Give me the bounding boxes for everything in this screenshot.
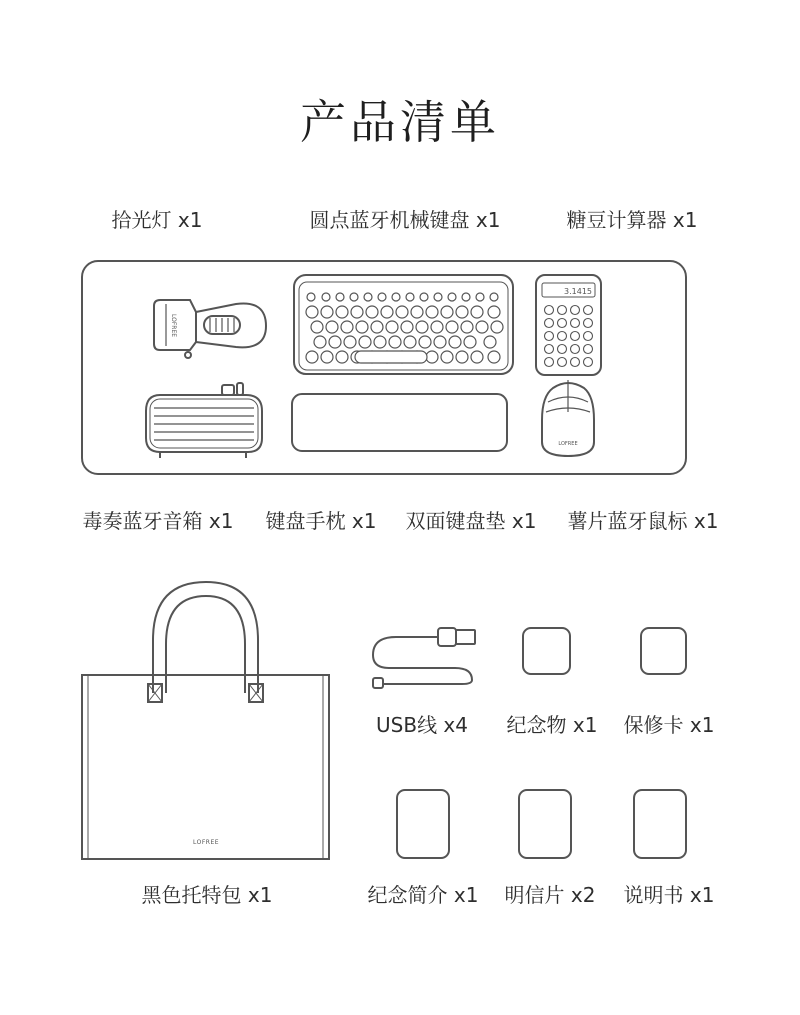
postcard-illustration (519, 790, 571, 858)
lamp-brand-logo: LOFREE (170, 314, 177, 338)
warranty-card-illustration (641, 628, 686, 674)
label-intro-brochure: 纪念简介 x1 (367, 883, 479, 907)
label-mouse: 薯片蓝牙鼠标 x1 (567, 509, 719, 533)
label-lamp: 拾光灯 x1 (111, 208, 203, 232)
label-usb-cable: USB线 x4 (376, 713, 468, 737)
page-title: 产品清单 (300, 95, 500, 149)
intro-brochure-illustration (397, 790, 449, 858)
label-manual: 说明书 x1 (623, 883, 715, 907)
tote-brand-logo: LOFREE (192, 839, 220, 846)
label-speaker: 毒奏蓝牙音箱 x1 (82, 509, 234, 533)
usb-cable-illustration (373, 628, 475, 688)
manual-illustration (634, 790, 686, 858)
calculator-display-text: 3.1415 (564, 287, 592, 296)
tote-bag-illustration (82, 582, 329, 859)
keyboard-illustration (294, 275, 513, 374)
wrist-rest-illustration (292, 394, 507, 451)
souvenir-illustration (523, 628, 570, 674)
speaker-illustration (146, 383, 262, 458)
label-desk-mat: 双面键盘垫 x1 (405, 509, 537, 533)
label-wrist-rest: 键盘手枕 x1 (265, 509, 377, 533)
mouse-brand-logo: LOFREE (558, 441, 578, 447)
label-tote-bag: 黑色托特包 x1 (141, 883, 273, 907)
label-keyboard: 圆点蓝牙机械键盘 x1 (309, 208, 501, 232)
label-souvenir: 纪念物 x1 (506, 713, 598, 737)
label-warranty-card: 保修卡 x1 (623, 713, 715, 737)
label-postcard: 明信片 x2 (504, 883, 596, 907)
label-calculator: 糖豆计算器 x1 (566, 208, 698, 232)
